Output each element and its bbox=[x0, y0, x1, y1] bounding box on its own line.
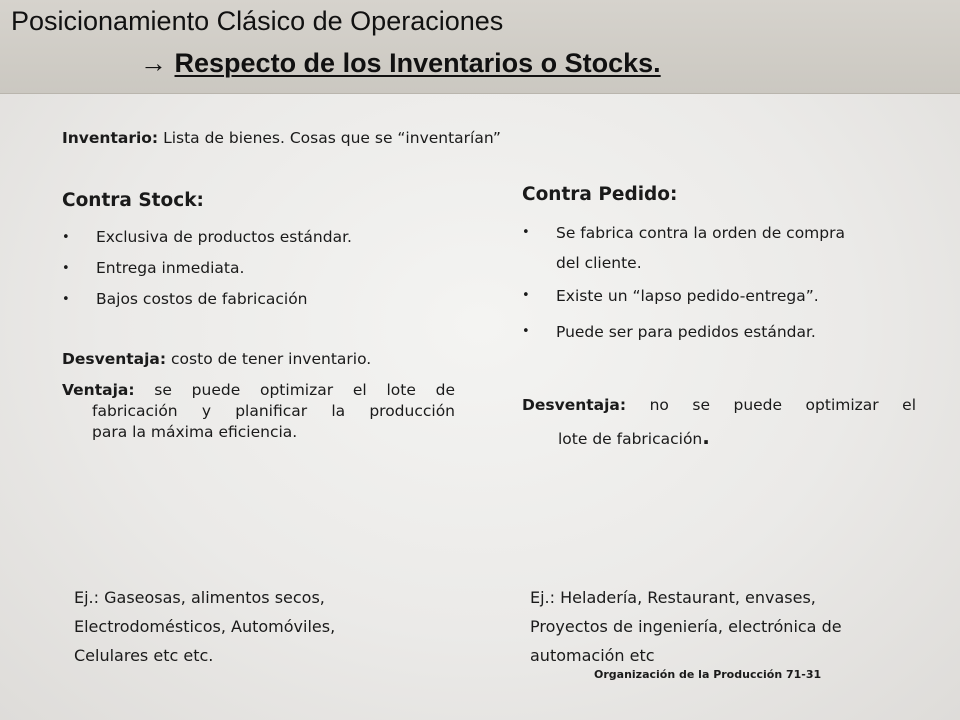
list-item-text: Se fabrica contra la orden de compra bbox=[556, 224, 845, 242]
example-line: automación etc bbox=[530, 646, 655, 665]
list-item-text: del cliente. bbox=[556, 254, 642, 272]
stock-list bbox=[62, 222, 352, 315]
bullet-icon: • bbox=[522, 225, 530, 240]
list-item bbox=[522, 278, 845, 314]
order-disadvantage-line1: no se puede optimizar el bbox=[626, 396, 916, 414]
list-item bbox=[522, 314, 845, 350]
bullet-icon: • bbox=[522, 288, 530, 303]
list-item-text: Existe un “lapso pedido-entrega”. bbox=[556, 287, 819, 305]
list-item bbox=[62, 284, 352, 315]
title-band bbox=[0, 0, 960, 94]
stock-disadvantage-text: costo de tener inventario. bbox=[166, 350, 372, 368]
bullet-icon: • bbox=[62, 230, 70, 245]
list-item bbox=[522, 218, 845, 278]
list-item bbox=[62, 222, 352, 253]
stock-examples bbox=[74, 583, 335, 670]
list-item-text: Exclusiva de productos estándar. bbox=[96, 228, 352, 246]
stock-advantage-label: Ventaja: bbox=[62, 381, 135, 399]
example-line: Ej.: Heladería, Restaurant, envases, bbox=[530, 588, 816, 607]
order-disadvantage-line2 bbox=[522, 421, 916, 455]
example-line: Ej.: Gaseosas, alimentos secos, bbox=[74, 588, 325, 607]
stock-advantage-line2: fabricación y planificar la producción bbox=[92, 402, 455, 420]
arrow-icon: → bbox=[140, 48, 167, 78]
order-heading: Contra Pedido: bbox=[522, 184, 678, 205]
list-item-text: Puede ser para pedidos estándar. bbox=[556, 323, 816, 341]
inventory-label: Inventario: bbox=[62, 129, 159, 147]
stock-heading: Contra Stock: bbox=[62, 190, 204, 211]
order-disadvantage bbox=[522, 389, 916, 455]
stock-advantage-line1: se puede optimizar el lote de bbox=[134, 381, 455, 399]
order-examples bbox=[530, 583, 842, 670]
bullet-icon: • bbox=[62, 261, 70, 276]
order-disadvantage-label: Desventaja: bbox=[522, 396, 627, 414]
inventory-text: Lista de bienes. Cosas que se “inventarían” bbox=[158, 129, 501, 147]
list-item-text: Entrega inmediata. bbox=[96, 259, 245, 277]
example-line: Celulares etc etc. bbox=[74, 646, 214, 665]
order-disadvantage-period: . bbox=[702, 425, 710, 449]
footer-text: Organización de la Producción 71-31 bbox=[594, 668, 822, 681]
stock-disadvantage-label: Desventaja: bbox=[62, 350, 167, 368]
subtitle-text: Respecto de los Inventarios o Stocks. bbox=[174, 48, 661, 78]
stock-advantage-line3: para la máxima eficiencia. bbox=[92, 423, 298, 441]
example-line: Proyectos de ingeniería, electrónica de bbox=[530, 617, 842, 636]
list-item-text: Bajos costos de fabricación bbox=[96, 290, 308, 308]
list-item bbox=[62, 253, 352, 284]
slide-subtitle bbox=[140, 48, 661, 79]
bullet-icon: • bbox=[62, 292, 70, 307]
stock-advantage bbox=[62, 377, 455, 445]
slide-title: Posicionamiento Clásico de Operaciones bbox=[11, 6, 504, 36]
stock-disadvantage bbox=[62, 345, 371, 373]
example-line: Electrodomésticos, Automóviles, bbox=[74, 617, 336, 636]
order-disadvantage-text: lote de fabricación bbox=[558, 430, 703, 448]
order-list bbox=[522, 218, 845, 350]
inventory-definition bbox=[62, 124, 501, 152]
bullet-icon: • bbox=[522, 324, 530, 339]
